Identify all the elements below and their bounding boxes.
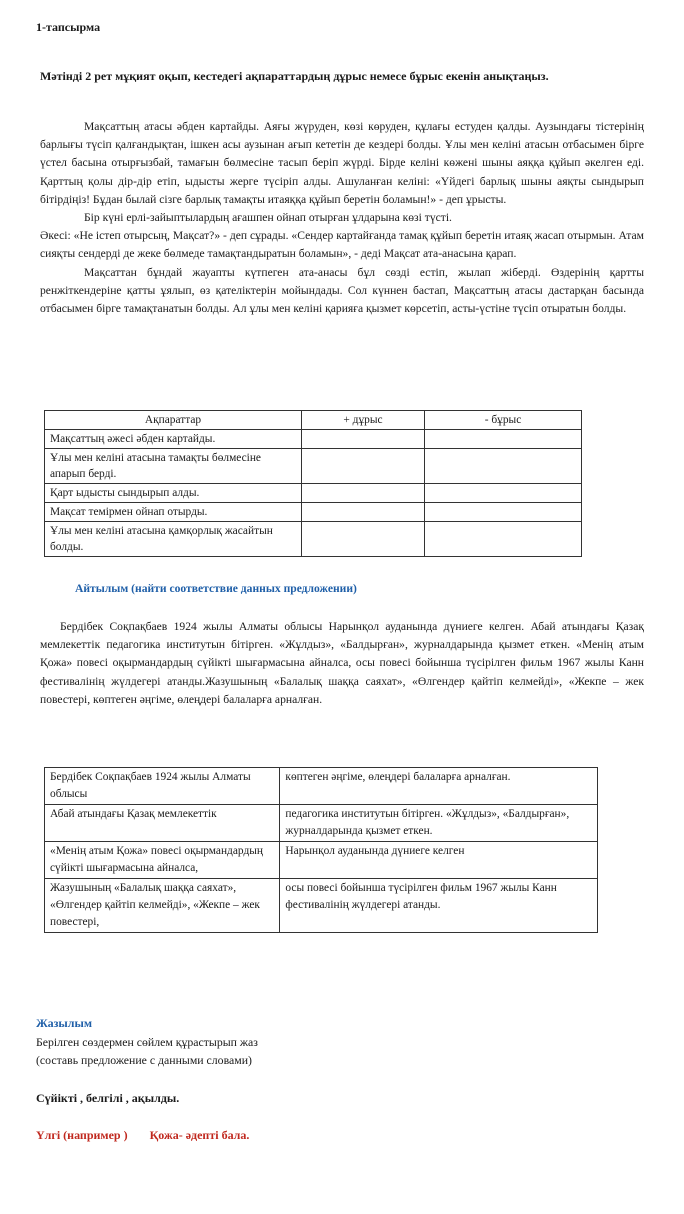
table-row xyxy=(45,842,598,879)
speaking-section-heading: Айтылым (найти соответствие данных предложении) xyxy=(75,582,357,595)
match-right-cell: Нарынқол ауданында дүниеге келген xyxy=(280,842,598,879)
table-header-row xyxy=(45,411,582,430)
example-line xyxy=(36,1128,249,1143)
instruction: Мәтінді 2 рет мұқият оқып, кестедегі ақпараттардың дұрыс немесе бұрыс екенін анықтаңыз. xyxy=(40,69,549,83)
table-row xyxy=(45,879,598,933)
statement-cell: Мақсаттың әжесі әбден картайды. xyxy=(45,430,302,449)
writing-instruction: Берілген сөздермен сөйлем құрастырып жаз xyxy=(36,1035,258,1049)
table-row xyxy=(45,768,598,805)
column-header-true: + дұрыс xyxy=(302,411,425,430)
writing-section-heading: Жазылым xyxy=(36,1016,93,1030)
false-answer-cell[interactable] xyxy=(425,522,582,557)
story-text xyxy=(40,118,644,318)
match-left-cell: Жазушының «Балалық шаққа саяхат», «Өлгендер қайтіп келмейді», «Жекпе – жек повестері, xyxy=(45,879,280,933)
table-row xyxy=(45,430,582,449)
statement-cell: Ұлы мен келіні атасына тамақты бөлмесіне апарып берді. xyxy=(45,449,302,484)
false-answer-cell[interactable] xyxy=(425,484,582,503)
table-row xyxy=(45,522,582,557)
biography-text xyxy=(40,618,644,709)
match-left-cell: «Менің атым Қожа» повесі оқырмандардың сүйікті шығармасына айналса, xyxy=(45,842,280,879)
false-answer-cell[interactable] xyxy=(425,449,582,484)
false-answer-cell[interactable] xyxy=(425,430,582,449)
match-left-cell: Абай атындағы Қазақ мемлекеттік xyxy=(45,805,280,842)
example-text: Қожа- әдепті бала. xyxy=(149,1128,250,1142)
table-row xyxy=(45,805,598,842)
true-answer-cell[interactable] xyxy=(302,503,425,522)
matching-table xyxy=(44,767,598,933)
false-answer-cell[interactable] xyxy=(425,503,582,522)
statement-cell: Ұлы мен келіні атасына қамқорлық жасайтын болды. xyxy=(45,522,302,557)
example-label: Үлгі (например ) xyxy=(36,1128,128,1142)
true-answer-cell[interactable] xyxy=(302,484,425,503)
table-row xyxy=(45,503,582,522)
story-paragraph: Бір күні ерлі-зайыптылардың ағашпен ойнап отырған ұлдарына көзі түсті. xyxy=(84,211,452,225)
true-answer-cell[interactable] xyxy=(302,522,425,557)
match-right-cell: көптеген әңгіме, өлеңдері балаларға арналған. xyxy=(280,768,598,805)
table-row xyxy=(45,449,582,484)
statement-cell: Қарт ыдысты сындырып алды. xyxy=(45,484,302,503)
match-left-cell: Бердібек Соқпақбаев 1924 жылы Алматы облысы xyxy=(45,768,280,805)
match-right-cell: педагогика институтын бітірген. «Жұлдыз», «Балдырған», журналдарында қызмет еткен. xyxy=(280,805,598,842)
writing-instruction-translation: (составь предложение с данными словами) xyxy=(36,1053,252,1067)
match-right-cell: осы повесі бойынша түсірілген фильм 1967 жылы Канн фестивалінің жүлдегері атанды. xyxy=(280,879,598,933)
story-paragraph: Мақсаттан бұндай жауапты күтпеген ата-анасы бұл сөзді естіп, жылап жіберді. Өздерінің қартты ренжіткендеріне қатты ұялып, өз қателіктерін мойындады. Сол күннен бастап, Мақсаттың атасы дастарқан басында отбасымен бірге тамақтанатын болды. Ал ұлы мен келіні қарияға қызмет көрсетіп, асты-үстіне түсіп отыратын болды. xyxy=(40,265,644,316)
story-paragraph: Мақсаттың атасы әбден картайды. Аяғы жүруден, көзі көруден, құлағы естуден қалды. Аузындағы тістерінің барлығы түсіп қалғандықтан, ішкен асы аузынан ағып кететін де кездері болды. Ұлы мен келіні атасын отбасымен бірге үстел басына отырғызбай, тамағын бөлмесіне тасып беріп жүрді. Бірде келіні көжені шыны аяққа құйып әкелген еді. Қарттың қолы дір-дір етіп, ыдысты жерге түсіріп алды. Ашуланған келіні: «Үйдегі барлық шыны аяқты сындырып бітірдіңіз! Бұдан былай сізге барлық тамақты итаяққа құйып беретін боламын!» - деп ұрысты. xyxy=(40,120,644,206)
true-answer-cell[interactable] xyxy=(302,430,425,449)
true-false-table xyxy=(44,410,582,557)
true-answer-cell[interactable] xyxy=(302,449,425,484)
table-row xyxy=(45,484,582,503)
column-header-info: Ақпараттар xyxy=(45,411,302,430)
column-header-false: - бұрыс xyxy=(425,411,582,430)
task-label: 1-тапсырма xyxy=(36,20,101,34)
biography-paragraph: Бердібек Соқпақбаев 1924 жылы Алматы облысы Нарынқол ауданында дүниеге келген. Абай атындағы Қазақ мемлекеттік педагогика институтын бітірген. «Жұлдыз», «Балдырған», журналдарында қызмет еткен. «Менің атым Қожа» повесі оқырмандардың сүйікті шығармасына айналса, осы повесі бойынша түсірілген фильм 1967 жылы Канн фестивалінің жүлдегері атанды.Жазушының «Балалық шаққа саяхат», «Өлгендер қайтіп келмейді», «Жекпе – жек повестері, көптеген әңгіме, өлеңдері балаларға арналған. xyxy=(40,620,644,706)
given-words: Сүйікті , белгілі , ақылды. xyxy=(36,1091,180,1105)
statement-cell: Мақсат темірмен ойнап отырды. xyxy=(45,503,302,522)
story-paragraph: Әкесі: «Не істеп отырсың, Мақсат?» - деп сұрады. «Сендер картайғанда тамақ құйып беретін итаяқ жасап отырмын. Атам сияқты сендерді де жеке бөлмеде тамақтандыратын боламын», - деді Мақсат ата-анасына қарап. xyxy=(40,229,644,261)
